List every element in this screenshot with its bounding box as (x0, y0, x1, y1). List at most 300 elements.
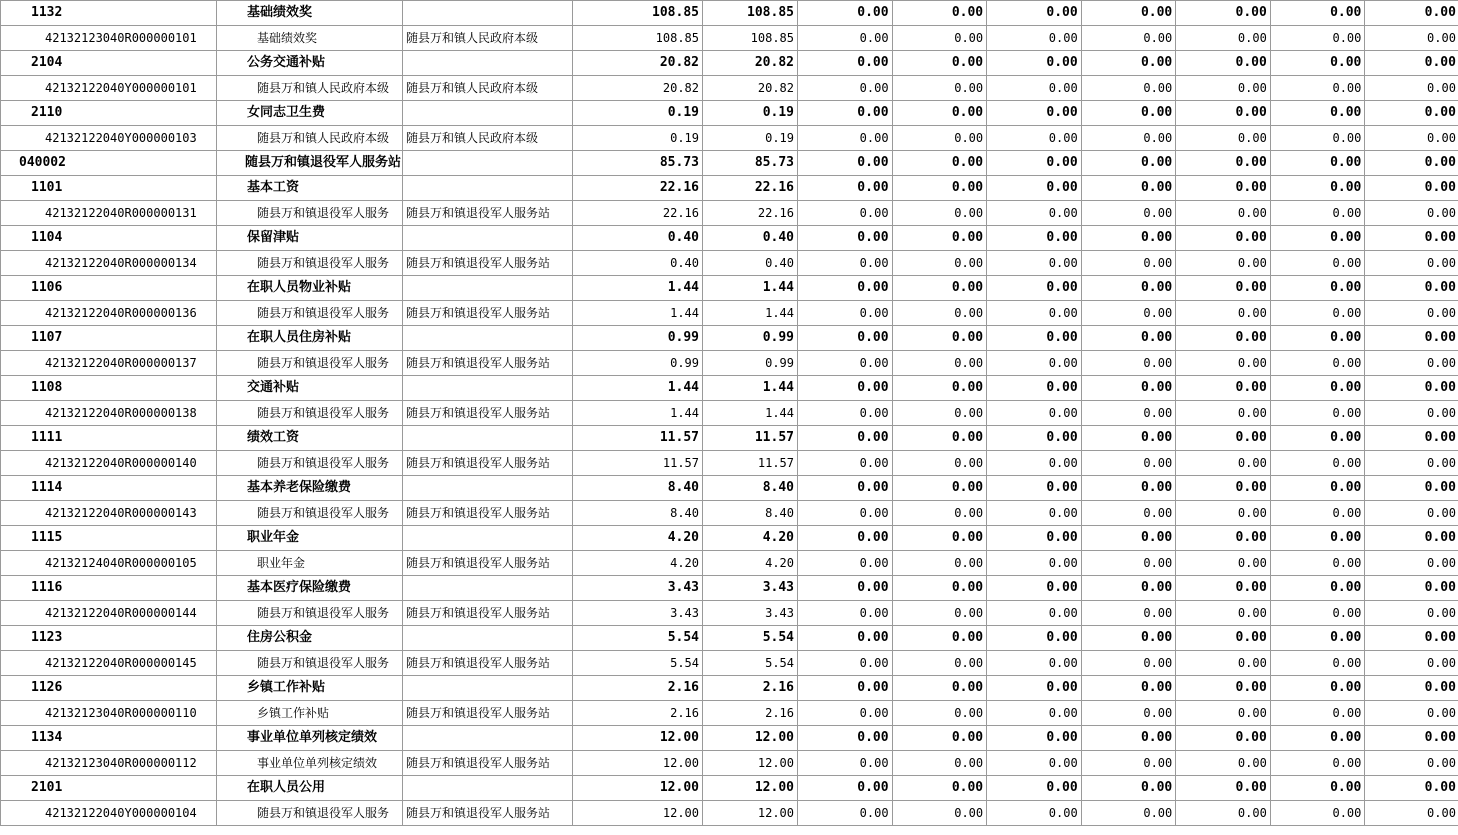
cell-amount[interactable]: 0.00 (1176, 576, 1271, 601)
cell-amount[interactable]: 0.00 (987, 676, 1082, 701)
cell-amount[interactable]: 0.00 (987, 376, 1082, 401)
cell-name[interactable]: 住房公积金 (217, 626, 403, 651)
cell-amount[interactable]: 0.00 (1176, 601, 1271, 626)
cell-amount[interactable]: 0.00 (1176, 26, 1271, 51)
cell-amount[interactable]: 0.00 (1081, 451, 1176, 476)
cell-amount[interactable]: 85.73 (703, 151, 798, 176)
cell-amount[interactable]: 0.40 (703, 226, 798, 251)
cell-amount[interactable]: 0.00 (1270, 1, 1365, 26)
cell-amount[interactable]: 0.00 (1081, 226, 1176, 251)
cell-amount[interactable]: 0.00 (1270, 476, 1365, 501)
cell-amount[interactable]: 22.16 (703, 176, 798, 201)
cell-amount[interactable]: 0.00 (892, 251, 987, 276)
cell-amount[interactable]: 0.00 (798, 426, 893, 451)
cell-amount[interactable]: 0.00 (892, 326, 987, 351)
cell-amount[interactable]: 0.00 (798, 276, 893, 301)
cell-amount[interactable]: 0.00 (1270, 251, 1365, 276)
cell-amount[interactable]: 12.00 (703, 726, 798, 751)
cell-amount[interactable]: 0.00 (892, 701, 987, 726)
cell-amount[interactable]: 0.00 (1270, 26, 1365, 51)
cell-amount[interactable]: 108.85 (703, 26, 798, 51)
cell-amount[interactable]: 0.00 (1081, 176, 1176, 201)
cell-amount[interactable]: 12.00 (703, 751, 798, 776)
cell-amount[interactable]: 11.57 (573, 426, 703, 451)
cell-amount[interactable]: 0.00 (1176, 626, 1271, 651)
cell-unit[interactable] (403, 376, 573, 401)
cell-amount[interactable]: 0.00 (1176, 376, 1271, 401)
cell-amount[interactable]: 0.00 (1365, 501, 1458, 526)
cell-amount[interactable]: 8.40 (573, 501, 703, 526)
cell-amount[interactable]: 0.00 (798, 501, 893, 526)
cell-name[interactable]: 女同志卫生费 (217, 101, 403, 126)
cell-amount[interactable]: 0.00 (987, 276, 1082, 301)
cell-code[interactable]: 1111 (1, 426, 217, 451)
cell-amount[interactable]: 8.40 (703, 476, 798, 501)
cell-amount[interactable]: 0.00 (1176, 176, 1271, 201)
cell-amount[interactable]: 0.00 (798, 51, 893, 76)
cell-amount[interactable]: 0.00 (987, 551, 1082, 576)
cell-amount[interactable]: 0.00 (1270, 401, 1365, 426)
cell-amount[interactable]: 0.00 (798, 651, 893, 676)
cell-name[interactable]: 随县万和镇退役军人服务 (217, 201, 403, 226)
cell-amount[interactable]: 0.00 (798, 176, 893, 201)
cell-name[interactable]: 随县万和镇退役军人服务 (217, 601, 403, 626)
cell-amount[interactable]: 0.00 (1176, 501, 1271, 526)
cell-amount[interactable]: 0.00 (1365, 251, 1458, 276)
cell-amount[interactable]: 2.16 (573, 701, 703, 726)
cell-amount[interactable]: 0.00 (1365, 701, 1458, 726)
cell-amount[interactable]: 0.00 (987, 626, 1082, 651)
cell-amount[interactable]: 0.00 (1365, 101, 1458, 126)
cell-amount[interactable]: 20.82 (573, 51, 703, 76)
cell-amount[interactable]: 0.00 (798, 226, 893, 251)
cell-amount[interactable]: 0.00 (1270, 376, 1365, 401)
cell-amount[interactable]: 0.00 (1176, 726, 1271, 751)
cell-code[interactable]: 42132122040R000000134 (1, 251, 217, 276)
cell-amount[interactable]: 0.00 (1365, 151, 1458, 176)
cell-amount[interactable]: 1.44 (573, 276, 703, 301)
cell-amount[interactable]: 0.00 (892, 51, 987, 76)
cell-amount[interactable]: 0.00 (1176, 476, 1271, 501)
cell-code[interactable]: 2104 (1, 51, 217, 76)
cell-amount[interactable]: 0.00 (1176, 276, 1271, 301)
cell-amount[interactable]: 0.00 (1270, 726, 1365, 751)
cell-amount[interactable]: 0.00 (1081, 276, 1176, 301)
cell-name[interactable]: 职业年金 (217, 526, 403, 551)
cell-amount[interactable]: 0.00 (1270, 76, 1365, 101)
cell-unit[interactable] (403, 626, 573, 651)
cell-name[interactable]: 职业年金 (217, 551, 403, 576)
cell-code[interactable]: 42132124040R000000105 (1, 551, 217, 576)
cell-name[interactable]: 在职人员物业补贴 (217, 276, 403, 301)
cell-amount[interactable]: 0.00 (1081, 251, 1176, 276)
cell-amount[interactable]: 0.00 (892, 476, 987, 501)
cell-amount[interactable]: 0.00 (892, 776, 987, 801)
cell-amount[interactable]: 1.44 (703, 401, 798, 426)
cell-amount[interactable]: 0.00 (1081, 676, 1176, 701)
cell-amount[interactable]: 0.00 (892, 226, 987, 251)
cell-amount[interactable]: 0.00 (1365, 551, 1458, 576)
cell-amount[interactable]: 0.00 (1270, 451, 1365, 476)
cell-amount[interactable]: 0.00 (987, 801, 1082, 826)
cell-amount[interactable]: 0.00 (1270, 701, 1365, 726)
cell-name[interactable]: 随县万和镇退役军人服务 (217, 501, 403, 526)
cell-unit[interactable]: 随县万和镇退役军人服务站 (403, 251, 573, 276)
cell-amount[interactable]: 0.00 (798, 526, 893, 551)
cell-code[interactable]: 1116 (1, 576, 217, 601)
cell-amount[interactable]: 0.00 (1081, 476, 1176, 501)
cell-amount[interactable]: 0.00 (1081, 576, 1176, 601)
cell-amount[interactable]: 0.00 (1081, 776, 1176, 801)
cell-amount[interactable]: 12.00 (573, 726, 703, 751)
cell-amount[interactable]: 0.00 (1081, 51, 1176, 76)
cell-amount[interactable]: 0.00 (1270, 126, 1365, 151)
cell-amount[interactable]: 0.00 (1270, 351, 1365, 376)
cell-name[interactable]: 基本医疗保险缴费 (217, 576, 403, 601)
cell-amount[interactable]: 0.00 (798, 776, 893, 801)
cell-amount[interactable]: 0.00 (987, 301, 1082, 326)
cell-name[interactable]: 基本养老保险缴费 (217, 476, 403, 501)
cell-name[interactable]: 事业单位单列核定绩效 (217, 751, 403, 776)
cell-amount[interactable]: 0.00 (1081, 151, 1176, 176)
cell-amount[interactable]: 0.00 (1081, 501, 1176, 526)
cell-unit[interactable]: 随县万和镇退役军人服务站 (403, 501, 573, 526)
cell-amount[interactable]: 4.20 (703, 551, 798, 576)
cell-amount[interactable]: 85.73 (573, 151, 703, 176)
cell-amount[interactable]: 0.99 (703, 326, 798, 351)
cell-amount[interactable]: 0.00 (987, 326, 1082, 351)
cell-amount[interactable]: 0.00 (1270, 776, 1365, 801)
cell-amount[interactable]: 0.00 (892, 801, 987, 826)
cell-amount[interactable]: 1.44 (573, 301, 703, 326)
cell-amount[interactable]: 0.00 (892, 751, 987, 776)
cell-amount[interactable]: 0.00 (1081, 1, 1176, 26)
cell-amount[interactable]: 0.00 (987, 651, 1082, 676)
cell-unit[interactable]: 随县万和镇人民政府本级 (403, 76, 573, 101)
cell-amount[interactable]: 3.43 (573, 601, 703, 626)
cell-amount[interactable]: 2.16 (703, 676, 798, 701)
cell-amount[interactable]: 0.00 (892, 151, 987, 176)
cell-name[interactable]: 保留津贴 (217, 226, 403, 251)
cell-amount[interactable]: 0.00 (987, 451, 1082, 476)
cell-code[interactable]: 42132122040R000000144 (1, 601, 217, 626)
cell-amount[interactable]: 0.00 (1081, 651, 1176, 676)
cell-amount[interactable]: 0.00 (987, 101, 1082, 126)
cell-name[interactable]: 公务交通补贴 (217, 51, 403, 76)
cell-amount[interactable]: 0.00 (798, 1, 893, 26)
cell-amount[interactable]: 0.00 (987, 26, 1082, 51)
cell-amount[interactable]: 0.00 (1176, 301, 1271, 326)
cell-code[interactable]: 040002 (1, 151, 217, 176)
cell-amount[interactable]: 0.00 (892, 576, 987, 601)
cell-amount[interactable]: 5.54 (573, 626, 703, 651)
cell-amount[interactable]: 0.00 (798, 451, 893, 476)
cell-name[interactable]: 随县万和镇退役军人服务 (217, 451, 403, 476)
cell-name[interactable]: 事业单位单列核定绩效 (217, 726, 403, 751)
cell-amount[interactable]: 1.44 (703, 376, 798, 401)
cell-name[interactable]: 随县万和镇退役军人服务 (217, 251, 403, 276)
cell-amount[interactable]: 0.00 (798, 401, 893, 426)
cell-amount[interactable]: 0.00 (892, 601, 987, 626)
cell-amount[interactable]: 0.00 (1270, 601, 1365, 626)
cell-amount[interactable]: 0.00 (1081, 376, 1176, 401)
cell-amount[interactable]: 8.40 (703, 501, 798, 526)
cell-amount[interactable]: 0.00 (1081, 426, 1176, 451)
cell-amount[interactable]: 0.00 (1270, 176, 1365, 201)
cell-code[interactable]: 1134 (1, 726, 217, 751)
cell-amount[interactable]: 0.00 (1081, 326, 1176, 351)
cell-name[interactable]: 随县万和镇人民政府本级 (217, 126, 403, 151)
cell-unit[interactable] (403, 326, 573, 351)
cell-amount[interactable]: 0.00 (798, 726, 893, 751)
cell-amount[interactable]: 0.00 (1176, 451, 1271, 476)
cell-code[interactable]: 1107 (1, 326, 217, 351)
cell-unit[interactable] (403, 676, 573, 701)
cell-amount[interactable]: 1.44 (703, 301, 798, 326)
cell-amount[interactable]: 0.00 (987, 151, 1082, 176)
cell-name[interactable]: 随县万和镇退役军人服务 (217, 301, 403, 326)
cell-amount[interactable]: 20.82 (703, 76, 798, 101)
cell-code[interactable]: 1106 (1, 276, 217, 301)
cell-amount[interactable]: 8.40 (573, 476, 703, 501)
cell-unit[interactable]: 随县万和镇人民政府本级 (403, 126, 573, 151)
cell-amount[interactable]: 0.00 (1270, 626, 1365, 651)
cell-amount[interactable]: 0.00 (987, 601, 1082, 626)
cell-amount[interactable]: 0.19 (573, 126, 703, 151)
cell-amount[interactable]: 22.16 (573, 176, 703, 201)
cell-amount[interactable]: 0.40 (573, 251, 703, 276)
cell-amount[interactable]: 108.85 (573, 26, 703, 51)
cell-unit[interactable]: 随县万和镇退役军人服务站 (403, 751, 573, 776)
cell-amount[interactable]: 0.00 (798, 251, 893, 276)
cell-amount[interactable]: 0.00 (892, 126, 987, 151)
cell-code[interactable]: 1123 (1, 626, 217, 651)
cell-amount[interactable]: 0.00 (987, 401, 1082, 426)
cell-amount[interactable]: 0.00 (1365, 576, 1458, 601)
cell-amount[interactable]: 0.00 (892, 201, 987, 226)
cell-unit[interactable]: 随县万和镇退役军人服务站 (403, 351, 573, 376)
cell-amount[interactable]: 0.00 (1176, 51, 1271, 76)
cell-amount[interactable]: 0.00 (1365, 401, 1458, 426)
cell-amount[interactable]: 0.00 (798, 26, 893, 51)
cell-amount[interactable]: 5.54 (573, 651, 703, 676)
cell-amount[interactable]: 0.00 (892, 1, 987, 26)
cell-unit[interactable]: 随县万和镇人民政府本级 (403, 26, 573, 51)
cell-unit[interactable] (403, 776, 573, 801)
cell-amount[interactable]: 0.00 (1270, 676, 1365, 701)
cell-amount[interactable]: 0.00 (1176, 526, 1271, 551)
cell-code[interactable]: 42132122040R000000143 (1, 501, 217, 526)
cell-amount[interactable]: 0.00 (1270, 801, 1365, 826)
cell-amount[interactable]: 0.00 (798, 626, 893, 651)
cell-unit[interactable]: 随县万和镇退役军人服务站 (403, 801, 573, 826)
cell-unit[interactable]: 随县万和镇退役军人服务站 (403, 601, 573, 626)
cell-unit[interactable]: 随县万和镇退役军人服务站 (403, 701, 573, 726)
cell-code[interactable]: 42132122040R000000138 (1, 401, 217, 426)
cell-amount[interactable]: 0.00 (987, 51, 1082, 76)
cell-code[interactable]: 1126 (1, 676, 217, 701)
cell-amount[interactable]: 12.00 (573, 776, 703, 801)
cell-amount[interactable]: 0.00 (987, 76, 1082, 101)
cell-amount[interactable]: 5.54 (703, 651, 798, 676)
cell-amount[interactable]: 1.44 (573, 401, 703, 426)
cell-amount[interactable]: 0.00 (1270, 201, 1365, 226)
cell-amount[interactable]: 0.00 (1365, 776, 1458, 801)
cell-code[interactable]: 42132122040R000000140 (1, 451, 217, 476)
cell-amount[interactable]: 0.00 (798, 601, 893, 626)
cell-code[interactable]: 42132122040Y000000101 (1, 76, 217, 101)
cell-amount[interactable]: 12.00 (573, 801, 703, 826)
cell-amount[interactable]: 0.00 (1270, 751, 1365, 776)
cell-amount[interactable]: 0.00 (892, 626, 987, 651)
cell-amount[interactable]: 0.00 (1365, 351, 1458, 376)
cell-amount[interactable]: 0.00 (892, 276, 987, 301)
cell-amount[interactable]: 0.00 (1176, 551, 1271, 576)
cell-amount[interactable]: 0.00 (1176, 801, 1271, 826)
cell-amount[interactable]: 0.00 (1176, 751, 1271, 776)
cell-amount[interactable]: 0.00 (1365, 451, 1458, 476)
cell-amount[interactable]: 0.00 (892, 676, 987, 701)
cell-amount[interactable]: 0.00 (1176, 351, 1271, 376)
cell-amount[interactable]: 0.00 (892, 551, 987, 576)
cell-amount[interactable]: 0.00 (798, 76, 893, 101)
cell-name[interactable]: 基础绩效奖 (217, 1, 403, 26)
cell-amount[interactable]: 0.00 (987, 576, 1082, 601)
cell-amount[interactable]: 0.00 (798, 576, 893, 601)
cell-amount[interactable]: 0.00 (987, 251, 1082, 276)
cell-amount[interactable]: 1.44 (573, 376, 703, 401)
cell-amount[interactable]: 0.00 (892, 451, 987, 476)
cell-amount[interactable]: 0.00 (892, 426, 987, 451)
cell-amount[interactable]: 0.99 (703, 351, 798, 376)
cell-unit[interactable] (403, 276, 573, 301)
cell-amount[interactable]: 0.00 (892, 301, 987, 326)
cell-amount[interactable]: 0.00 (1365, 476, 1458, 501)
cell-amount[interactable]: 0.00 (798, 151, 893, 176)
cell-code[interactable]: 42132123040R000000110 (1, 701, 217, 726)
cell-amount[interactable]: 0.00 (1365, 376, 1458, 401)
cell-amount[interactable]: 0.00 (1081, 751, 1176, 776)
cell-amount[interactable]: 0.00 (892, 651, 987, 676)
cell-amount[interactable]: 0.00 (1270, 101, 1365, 126)
cell-amount[interactable]: 0.00 (892, 726, 987, 751)
cell-code[interactable]: 42132122040R000000136 (1, 301, 217, 326)
cell-amount[interactable]: 4.20 (573, 526, 703, 551)
cell-amount[interactable]: 0.00 (1365, 676, 1458, 701)
cell-amount[interactable]: 0.00 (798, 326, 893, 351)
cell-amount[interactable]: 0.00 (987, 701, 1082, 726)
cell-amount[interactable]: 0.19 (703, 126, 798, 151)
cell-name[interactable]: 交通补贴 (217, 376, 403, 401)
cell-amount[interactable]: 0.00 (1081, 601, 1176, 626)
cell-amount[interactable]: 0.19 (703, 101, 798, 126)
cell-name[interactable]: 随县万和镇人民政府本级 (217, 76, 403, 101)
cell-unit[interactable]: 随县万和镇退役军人服务站 (403, 301, 573, 326)
cell-name[interactable]: 随县万和镇退役军人服务 (217, 801, 403, 826)
cell-amount[interactable]: 0.00 (798, 201, 893, 226)
cell-code[interactable]: 2101 (1, 776, 217, 801)
cell-code[interactable]: 42132123040R000000101 (1, 26, 217, 51)
cell-amount[interactable]: 0.00 (1081, 126, 1176, 151)
cell-amount[interactable]: 0.00 (1176, 426, 1271, 451)
cell-amount[interactable]: 0.00 (1270, 501, 1365, 526)
cell-amount[interactable]: 1.44 (703, 276, 798, 301)
cell-unit[interactable]: 随县万和镇退役军人服务站 (403, 551, 573, 576)
cell-amount[interactable]: 0.00 (1081, 726, 1176, 751)
cell-unit[interactable]: 随县万和镇退役军人服务站 (403, 451, 573, 476)
cell-amount[interactable]: 0.00 (1176, 676, 1271, 701)
cell-amount[interactable]: 0.00 (1270, 651, 1365, 676)
cell-amount[interactable]: 0.00 (1365, 301, 1458, 326)
cell-amount[interactable]: 0.00 (1176, 126, 1271, 151)
cell-amount[interactable]: 0.00 (1365, 51, 1458, 76)
cell-code[interactable]: 2110 (1, 101, 217, 126)
cell-amount[interactable]: 0.00 (987, 526, 1082, 551)
cell-amount[interactable]: 0.00 (1176, 251, 1271, 276)
cell-amount[interactable]: 0.00 (1081, 101, 1176, 126)
cell-amount[interactable]: 0.40 (703, 251, 798, 276)
cell-amount[interactable]: 0.00 (987, 201, 1082, 226)
cell-amount[interactable]: 0.00 (1176, 326, 1271, 351)
cell-amount[interactable]: 0.00 (1365, 276, 1458, 301)
cell-unit[interactable] (403, 226, 573, 251)
cell-amount[interactable]: 0.00 (798, 101, 893, 126)
cell-amount[interactable]: 3.43 (703, 576, 798, 601)
cell-amount[interactable]: 0.00 (892, 351, 987, 376)
cell-amount[interactable]: 0.00 (1365, 226, 1458, 251)
cell-amount[interactable]: 0.00 (1365, 426, 1458, 451)
cell-amount[interactable]: 0.00 (1176, 1, 1271, 26)
cell-amount[interactable]: 2.16 (703, 701, 798, 726)
cell-name[interactable]: 基础绩效奖 (217, 26, 403, 51)
cell-amount[interactable]: 0.00 (1365, 751, 1458, 776)
cell-amount[interactable]: 22.16 (703, 201, 798, 226)
cell-amount[interactable]: 0.00 (892, 76, 987, 101)
cell-amount[interactable]: 0.00 (987, 176, 1082, 201)
cell-code[interactable]: 42132122040R000000137 (1, 351, 217, 376)
cell-unit[interactable] (403, 1, 573, 26)
cell-amount[interactable]: 0.00 (987, 126, 1082, 151)
cell-amount[interactable]: 0.99 (573, 326, 703, 351)
cell-amount[interactable]: 12.00 (703, 801, 798, 826)
cell-amount[interactable]: 0.00 (1270, 426, 1365, 451)
cell-amount[interactable]: 0.00 (798, 476, 893, 501)
cell-code[interactable]: 1132 (1, 1, 217, 26)
cell-amount[interactable]: 0.00 (1176, 776, 1271, 801)
cell-amount[interactable]: 0.00 (892, 176, 987, 201)
cell-name[interactable]: 在职人员住房补贴 (217, 326, 403, 351)
cell-amount[interactable]: 0.00 (1365, 651, 1458, 676)
cell-code[interactable]: 42132122040R000000145 (1, 651, 217, 676)
cell-amount[interactable]: 0.00 (892, 501, 987, 526)
cell-amount[interactable]: 11.57 (573, 451, 703, 476)
cell-amount[interactable]: 0.00 (1270, 276, 1365, 301)
cell-amount[interactable]: 5.54 (703, 626, 798, 651)
cell-amount[interactable]: 0.00 (1081, 801, 1176, 826)
cell-code[interactable]: 1108 (1, 376, 217, 401)
cell-amount[interactable]: 0.00 (798, 701, 893, 726)
cell-amount[interactable]: 20.82 (703, 51, 798, 76)
cell-unit[interactable]: 随县万和镇退役军人服务站 (403, 401, 573, 426)
cell-amount[interactable]: 0.00 (987, 476, 1082, 501)
cell-amount[interactable]: 0.00 (892, 26, 987, 51)
cell-amount[interactable]: 0.00 (1270, 151, 1365, 176)
cell-unit[interactable] (403, 476, 573, 501)
cell-amount[interactable]: 0.00 (1176, 151, 1271, 176)
cell-amount[interactable]: 0.00 (1270, 526, 1365, 551)
cell-amount[interactable]: 0.00 (1176, 651, 1271, 676)
cell-amount[interactable]: 0.00 (1081, 701, 1176, 726)
